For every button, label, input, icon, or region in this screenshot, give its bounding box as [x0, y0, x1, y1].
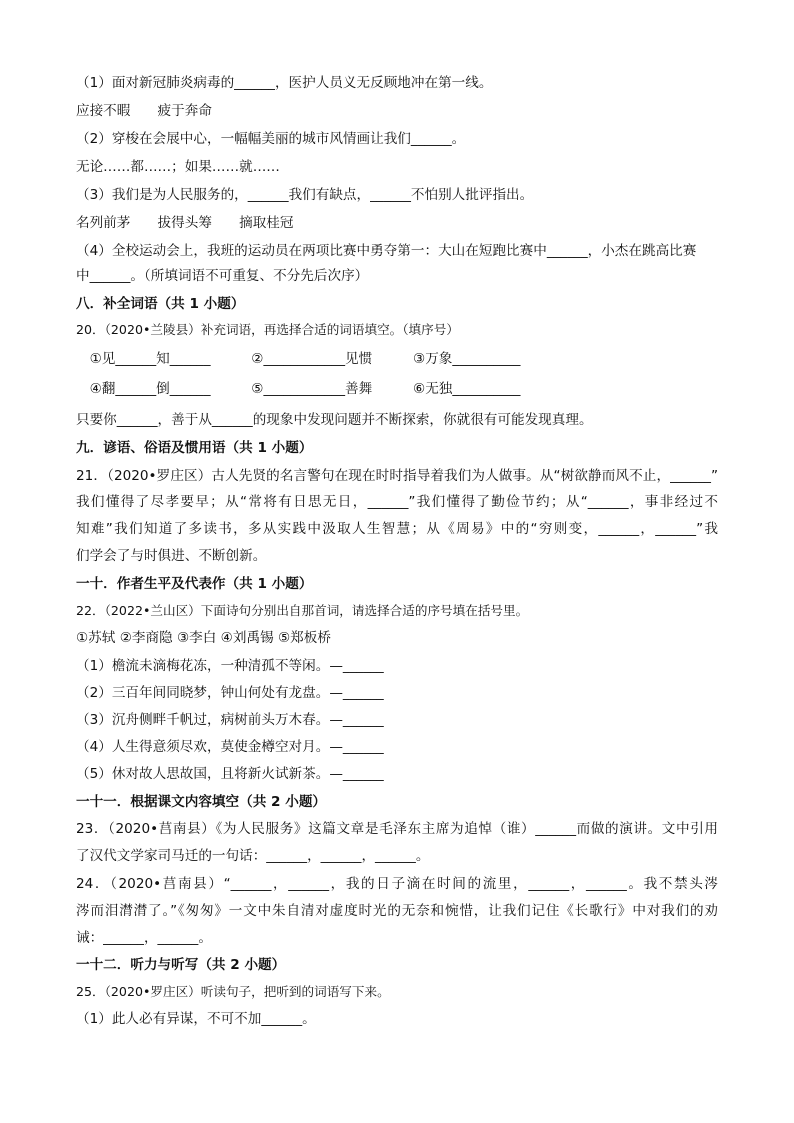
question-25: 25．（2020•罗庄区）听读句子，把听到的词语写下来。 [76, 984, 390, 999]
section-heading-11: 一十一．根据课文内容填空（共 2 小题） [76, 794, 327, 810]
sentence-4-cont: 中______。（所填词语不可重复、不分先后次序） [76, 268, 369, 284]
word-options-1: 应接不暇 疲于奔命 [76, 103, 212, 119]
section-heading-8: 八．补全词语（共 1 小题） [76, 296, 245, 312]
section-heading-10: 一十．作者生平及代表作（共 1 小题） [76, 576, 313, 592]
word-options-3: 名列前茅 拔得头筹 摘取桂冠 [76, 215, 294, 231]
question-21-line-2: 我们懂得了尽孝要早；从“常将有日思无日，______”我们懂得了勤俭节约；从“______，事非经过不 [76, 494, 718, 510]
question-24-line-3: 诫：______，______。 [76, 930, 212, 946]
section-heading-9: 九．谚语、俗语及惯用语（共 1 小题） [76, 440, 313, 456]
question-24-line-1: 24．（2020•莒南县）“______，______，我的日子滴在时间的流里，______，______。我不禁头涔 [76, 876, 718, 892]
question-22-item-3: （3）沉舟侧畔千帆过，病树前头万木春。—______ [76, 712, 384, 728]
question-22-item-1: （1）檐流未滴梅花冻，一种清孤不等闲。—______ [76, 658, 384, 674]
sentence-2: （2）穿梭在会展中心，一幅幅美丽的城市风情画让我们______。 [76, 131, 466, 147]
question-22-item-4: （4）人生得意须尽欢，莫使金樽空对月。—______ [76, 739, 384, 755]
question-22-item-2: （2）三百年间同晓梦，钟山何处有龙盘。—______ [76, 685, 384, 701]
word-options-2: 无论……都……；如果……就…… [76, 159, 280, 175]
question-20-row-1: ①见______知______ ②____________见惯 ③万象__________ [76, 351, 521, 367]
question-22-item-5: （5）休对故人思故国，且将新火试新茶。—______ [76, 766, 384, 782]
sentence-3: （3）我们是为人民服务的，______我们有缺点，______不怕别人批评指出。 [76, 187, 534, 203]
question-24-line-2: 涔而泪潸潸了。”《匆匆》一文中朱自清对虚度时光的无奈和惋惜，让我们记住《长歌行》中对我们的劝 [76, 903, 718, 919]
sentence-4: （4）全校运动会上，我班的运动员在两项比赛中勇夺第一：大山在短跑比赛中______，小杰在跳高比赛 [76, 243, 697, 259]
sentence-1: （1）面对新冠肺炎病毒的______，医护人员义无反顾地冲在第一线。 [76, 75, 493, 91]
question-22: 22．（2022•兰山区）下面诗句分别出自那首词，请选择合适的序号填在括号里。 [76, 603, 529, 618]
question-21-line-3: 知难”我们知道了多读书，多从实践中汲取人生智慧；从《周易》中的“穷则变，______，______”我 [76, 521, 718, 537]
question-23-line-2: 了汉代文学家司马迁的一句话：______，______，______。 [76, 848, 430, 864]
question-25-item-1: （1）此人必有异谋，不可不加______。 [76, 1011, 316, 1027]
question-20: 20．（2020•兰陵县）补充词语，再选择合适的词语填空。（填序号） [76, 322, 459, 337]
question-20-row-2: ④翻______倒______ ⑤____________善舞 ⑥无独__________ [76, 381, 521, 397]
question-21-line-1: 21．（2020•罗庄区）古人先贤的名言警句在现在时时指导着我们为人做事。从“树欲静而风不止，______” [76, 468, 718, 484]
question-21-line-4: 们学会了与时俱进、不断创新。 [76, 548, 267, 564]
question-23-line-1: 23．（2020•莒南县）《为人民服务》这篇文章是毛泽东主席为追悼（谁）______而做的演讲。文中引用 [76, 821, 718, 837]
question-22-options: ①苏轼 ②李商隐 ③李白 ④刘禹锡 ⑤郑板桥 [76, 630, 331, 646]
section-heading-12: 一十二．听力与听写（共 2 小题） [76, 957, 286, 973]
question-20-fill: 只要你______，善于从______的现象中发现问题并不断探索，你就很有可能发现真理。 [76, 412, 593, 428]
